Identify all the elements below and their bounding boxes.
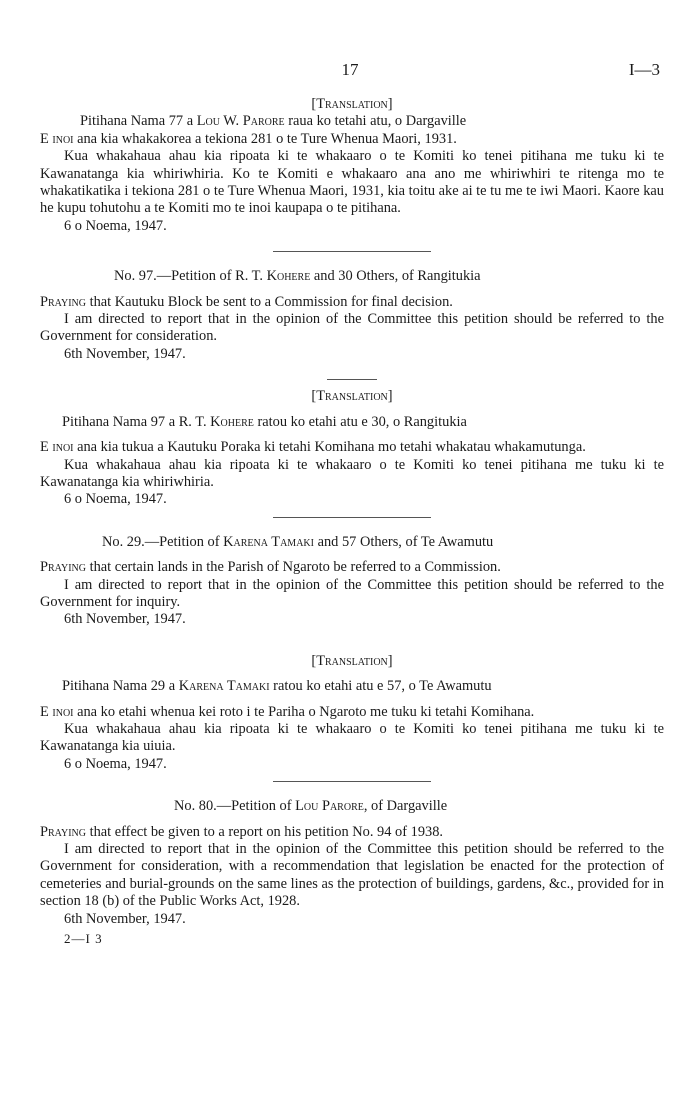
petition-date: 6 o Noema, 1947. <box>64 491 167 508</box>
translation-label: [Translation] <box>311 388 393 405</box>
report-paragraph: Kua whakahaua ahau kia ripoata ki te whakaaro o te Komiti ko tenei pitihana me tuku ki te Kawanatanga kia whiriwhiria. Ko te Komiti e whakaaro ana ano me whiriwhiri te ritenga mo te whakatikatika i tekiona 281 o te Ture Whenua Maori, 1931, kia toitu ake ai te tu me te iwi Maori. Kaore kau he kupu tohutohu a te Komiti mo te inoi kaupapa o te pitihana. <box>40 148 664 217</box>
praying-word: Praying <box>40 293 86 310</box>
praying-text: that effect be given to a report on his petition No. 94 of 1938. <box>85 823 444 840</box>
praying-text: ana ko etahi whenua kei roto i te Pariha o Ngaroto me tuku ki tetahi Komihana. <box>73 703 535 720</box>
petitioner-name: Karena Tamaki <box>223 533 314 550</box>
page-header <box>0 60 700 82</box>
petition-section <box>40 268 664 363</box>
praying-word: E inoi <box>40 439 74 456</box>
praying-word: E inoi <box>40 703 74 720</box>
praying-text: ana kia tukua a Kautuku Poraka ki tetahi Komihana mo tetahi whakatau whakamutunga. <box>73 439 586 456</box>
praying-paragraph <box>40 131 664 148</box>
page-number: 17 <box>341 60 359 79</box>
praying-paragraph <box>40 294 664 311</box>
document-reference: I—3 <box>628 60 660 79</box>
praying-text: ana kia whakakorea a tekiona 281 o te Ture Whenua Maori, 1931. <box>73 130 457 147</box>
praying-paragraph <box>40 824 664 841</box>
petition-date: 6th November, 1947. <box>64 910 186 927</box>
page-content <box>40 96 664 947</box>
report-paragraph: I am directed to report that in the opinion of the Committee this petition should be referred to the Government for consideration, with a recommendation that legislation be enacted for the protection of cemeteries and burial-grounds on the same lines as the protection of buildings, gardens, &c., provided for in section 18 (b) of the Public Works Act, 1928. <box>40 841 664 910</box>
report-paragraph: Kua whakahaua ahau kia ripoata ki te whakaaro o te Komiti ko tenei pitihana me tuku ki te Kawanatanga kia whiriwhiria. <box>40 456 664 490</box>
praying-paragraph <box>40 439 664 456</box>
petition-section <box>40 388 664 508</box>
praying-text: that Kautuku Block be sent to a Commission for final decision. <box>85 293 453 310</box>
petition-date: 6 o Noema, 1947. <box>64 217 167 234</box>
petition-section <box>40 534 664 629</box>
praying-paragraph <box>40 559 664 576</box>
praying-text: that certain lands in the Parish of Ngaroto be referred to a Commission. <box>85 559 501 576</box>
petition-heading: No. 97.—Petition of R. T. Kohere and 30 Others, of Rangitukia <box>114 268 481 285</box>
translation-label: [Translation] <box>311 652 393 669</box>
petition-heading: Pitihana Nama 77 a Lou W. Parore raua ko tetahi atu, o Dargaville <box>80 113 467 130</box>
petition-date: 6th November, 1947. <box>64 345 186 362</box>
petitioner-name: Kohere <box>210 413 254 430</box>
petition-section <box>40 96 664 235</box>
signature-code: 2—I 3 <box>64 931 103 947</box>
petitioner-name: Kohere <box>266 268 311 285</box>
report-paragraph: Kua whakahaua ahau kia ripoata ki te whakaaro o te Komiti ko tenei pitihana me tuku ki te Kawanatanga kia uiuia. <box>40 720 664 755</box>
petition-heading: Pitihana Nama 97 a R. T. Kohere ratou ko etahi atu e 30, o Rangitukia <box>62 413 467 430</box>
petition-heading: Pitihana Nama 29 a Karena Tamaki ratou ko etahi atu e 57, o Te Awamutu <box>62 678 492 695</box>
report-paragraph: I am directed to report that in the opinion of the Committee this petition should be referred to the Government for consideration. <box>40 311 664 345</box>
petition-date: 6th November, 1947. <box>64 611 186 628</box>
petition-section <box>40 653 664 773</box>
praying-word: E inoi <box>40 130 74 147</box>
praying-word: Praying <box>40 559 86 576</box>
petition-section <box>40 798 664 928</box>
petition-heading: No. 29.—Petition of Karena Tamaki and 57 Others, of Te Awamutu <box>102 533 494 550</box>
petition-date: 6 o Noema, 1947. <box>64 755 167 772</box>
translation-label: [Translation] <box>311 96 393 112</box>
petition-heading: No. 80.—Petition of Lou Parore, of Dargaville <box>174 798 448 815</box>
praying-paragraph <box>40 704 664 721</box>
petitioner-name: Karena Tamaki <box>178 678 270 695</box>
praying-word: Praying <box>40 823 86 840</box>
petitioner-name: Lou Parore <box>295 798 364 815</box>
report-paragraph: I am directed to report that in the opinion of the Committee this petition should be referred to the Government for inquiry. <box>40 576 664 610</box>
